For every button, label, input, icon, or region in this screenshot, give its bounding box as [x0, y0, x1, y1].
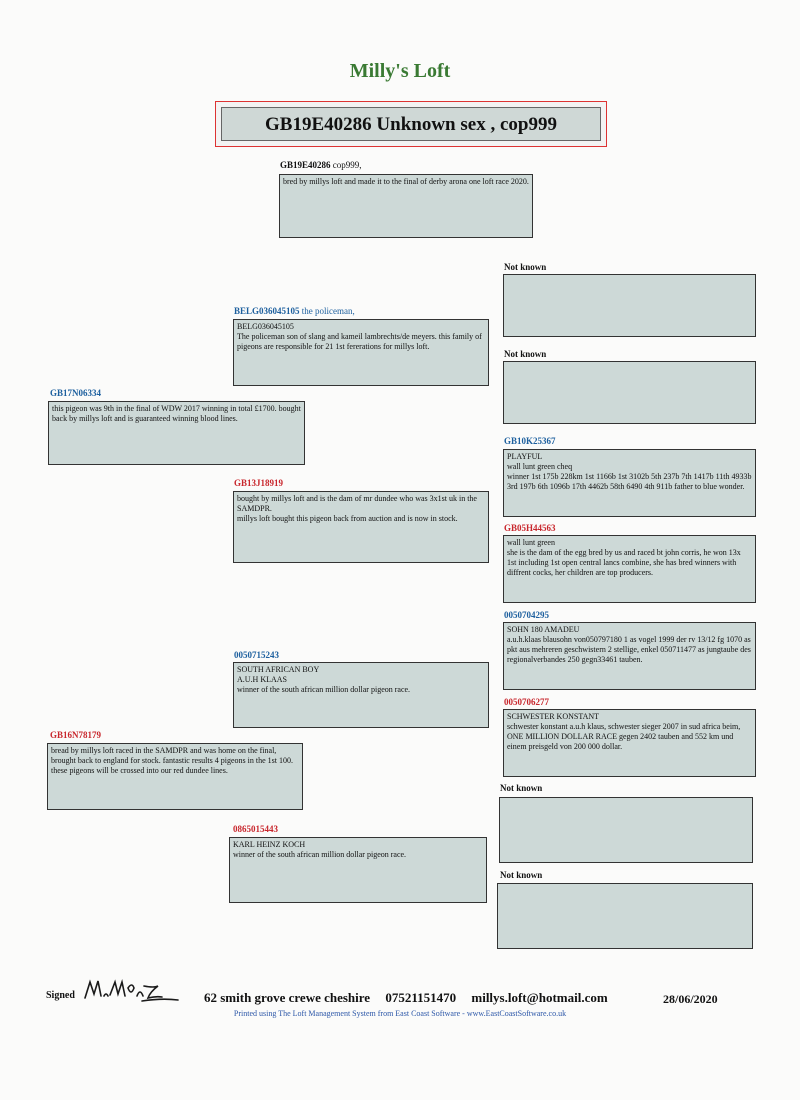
unknown-1-ring-number: Not known [500, 783, 543, 793]
sohn-box [503, 622, 756, 690]
sohn-ring-number: 0050704295 [504, 610, 549, 620]
dam-sire-line-2: wall lunt green cheq [507, 462, 573, 471]
sire-dam-ring [504, 349, 546, 360]
dam2-dam-line-1: KARL HEINZ KOCH [233, 840, 306, 849]
subject-ring-number: GB19E40286 [280, 160, 331, 170]
dam-dam-line-2: millys loft bought this pigeon back from auction and is now in stock. [237, 514, 458, 523]
dam2-sire-ring [234, 650, 279, 661]
signature-icon [82, 976, 182, 1006]
dam2-ring [50, 730, 101, 741]
gb05-line-1: wall lunt green [507, 538, 555, 547]
dam2-ring-number: GB16N78179 [50, 730, 102, 740]
footer-address: 62 smith grove crewe cheshire [204, 990, 371, 1005]
footer-date: 28/06/2020 [663, 992, 718, 1006]
dam2-dam-ring-number: 0865015443 [233, 824, 278, 834]
sire-line-2: The policeman son of slang and kameil lambrechts/de meyers. this family of pigeons are responsible for 21 1st fererations for millys loft. [237, 332, 482, 351]
subject-ring [280, 160, 362, 171]
sire-ring-number: BELG036045105 [234, 306, 300, 316]
schwester-ring-number: 0050706277 [504, 697, 549, 707]
banner-frame [215, 101, 607, 147]
subject-line-1: bred by millys loft and made it to the final of derby arona one loft race 2020. [283, 177, 529, 186]
dam2-sire-line-3: winner of the south african million dollar pigeon race. [237, 685, 411, 694]
footer-phone: 07521151470 [385, 990, 457, 1005]
footer-contact [204, 990, 620, 1006]
dam2-sire-line-1: SOUTH AFRICAN BOY [237, 665, 320, 674]
dam-sire-line-3: winner 1st 175b 228km 1st 1166b 1st 3102b 5th 237b 7th 1417b 11th 4933b 3rd 197b 6th 1096b 17th 4462b 58th 6490 4th 911b father to blue wonder. [507, 472, 752, 491]
dam2-box [47, 743, 303, 810]
footer-printed-note: Printed using The Loft Management System from East Coast Software - www.EastCoastSoftware.co.uk [233, 1009, 567, 1018]
dam2-dam-line-2: winner of the south african million dollar pigeon race. [233, 850, 407, 859]
sire-line-1: BELG036045105 [237, 322, 294, 331]
dam-box [48, 401, 305, 465]
schwester-line-2: schwester konstant a.u.h klaus, schwester sieger 2007 in sud africa beim, ONE MILLION DOLLAR RACE gegen 2402 tauben and 552 km und einem preisgeld von 200 000 dollar. [507, 722, 741, 751]
dam-dam-ring-number: GB13J18919 [234, 478, 284, 488]
dam-ring [50, 388, 101, 399]
page-title: Milly's Loft [349, 60, 451, 82]
sire-ring [234, 306, 355, 317]
subject-name: cop999, [332, 160, 362, 170]
dam-dam-ring [234, 478, 283, 489]
dam2-sire-box [233, 662, 489, 728]
subject-box [279, 174, 533, 238]
dam2-dam-box [229, 837, 487, 903]
sire-sire-box [503, 274, 756, 337]
unknown-2-box [497, 883, 753, 949]
sire-dam-box [503, 361, 756, 424]
schwester-box [503, 709, 756, 777]
signed-label: Signed [46, 990, 75, 1001]
dam-dam-line-1: bought by millys loft and is the dam of mr dundee who was 3x1st uk in the SAMDPR. [237, 494, 477, 513]
dam-sire-box [503, 449, 756, 517]
gb05-ring [504, 523, 556, 534]
unknown-1-ring [500, 783, 542, 794]
dam-sire-ring [504, 436, 556, 447]
schwester-ring [504, 697, 549, 708]
sire-sire-ring-number: Not known [504, 262, 547, 272]
unknown-2-ring-number: Not known [500, 870, 543, 880]
unknown-2-ring [500, 870, 542, 881]
dam-line-1: this pigeon was 9th in the final of WDW 2017 winning in total £1700. bought back by millys loft and is guaranteed winning blood lines. [52, 404, 301, 423]
sohn-ring [504, 610, 549, 621]
sire-dam-ring-number: Not known [504, 349, 547, 359]
sohn-line-2: a.u.h.klaas blausohn von050797180 1 as vogel 1999 der rv 13/12 fg 1070 as pkt aus mehreren geschwistern 2 stellige, enkel 050711477 as jungtaube des regionalverbandes 250 gegn33461 tauben. [507, 635, 751, 664]
gb05-ring-number: GB05H44563 [504, 523, 556, 533]
schwester-line-1: SCHWESTER KONSTANT [507, 712, 600, 721]
dam-dam-box [233, 491, 489, 563]
dam-sire-line-1: PLAYFUL [507, 452, 543, 461]
gb05-box [503, 535, 756, 603]
sohn-line-1: SOHN 180 AMADEU [507, 625, 580, 634]
banner-title: GB19E40286 Unknown sex , cop999 [221, 107, 601, 141]
dam2-line-1: bread by millys loft raced in the SAMDPR and was home on the final, brought back to england for stock. fantastic results 4 pigeons in the 1st 100. these pigeons will be crossed into our red dundee lines. [51, 746, 293, 775]
footer-email: millys.loft@hotmail.com [471, 990, 608, 1005]
sire-sire-ring [504, 262, 546, 273]
dam2-dam-ring [233, 824, 278, 835]
dam2-sire-line-2: A.U.H KLAAS [237, 675, 287, 684]
sire-name: the policeman, [301, 306, 355, 316]
dam-ring-number: GB17N06334 [50, 388, 102, 398]
gb05-line-2: she is the dam of the egg bred by us and raced bt john corris, he won 13x 1st including 1st open central lancs combine, she has bred winners with diffrent cocks, her children are top producers. [507, 548, 741, 577]
dam-sire-ring-number: GB10K25367 [504, 436, 556, 446]
unknown-1-box [499, 797, 753, 863]
dam2-sire-ring-number: 0050715243 [234, 650, 279, 660]
sire-box [233, 319, 489, 386]
